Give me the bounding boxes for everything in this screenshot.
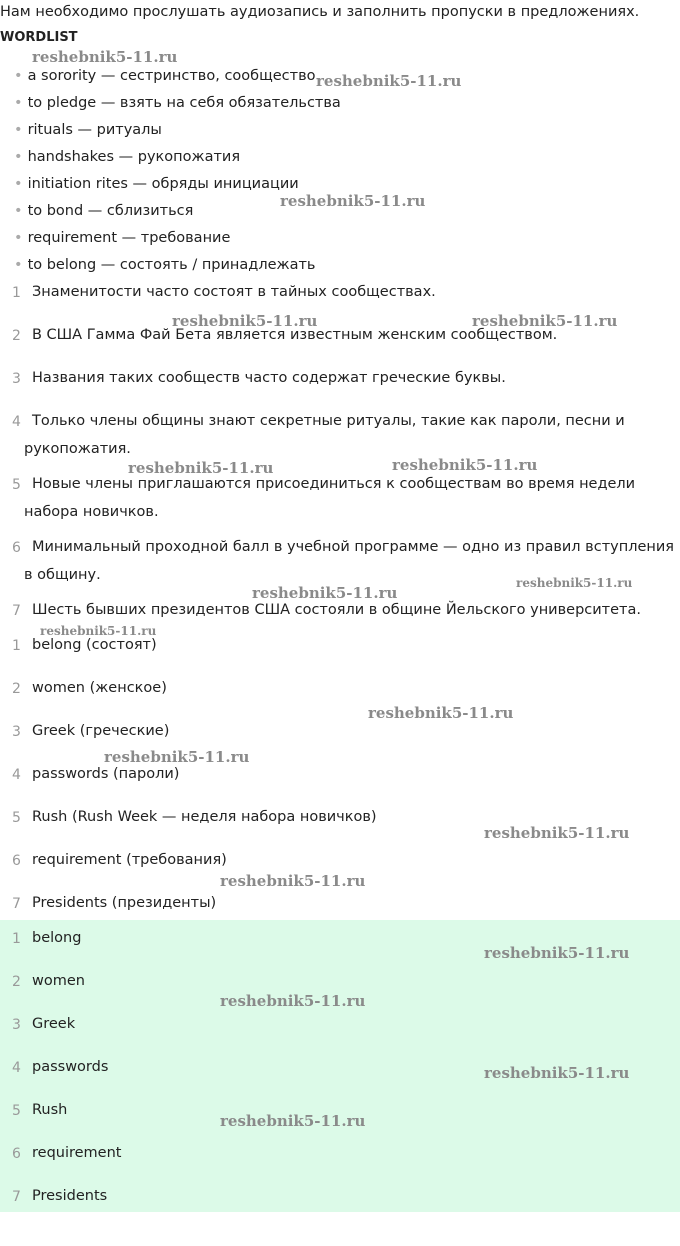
item-number: 6 (12, 1146, 21, 1162)
wordlist-item (14, 230, 230, 246)
bullet-dot: • (14, 176, 23, 192)
watermark: reshebnik5-11.ru (484, 824, 630, 842)
item-number: 1 (12, 931, 21, 947)
bullet-dot: • (14, 149, 23, 165)
sentence-text: Шесть бывших президентов США состояли в общине Йельского университета. (32, 602, 641, 618)
item-number: 2 (12, 974, 21, 990)
wordlist-item (14, 68, 316, 84)
item-number: 6 (12, 540, 21, 556)
wordlist-item-text: rituals — ритуалы (27, 122, 162, 138)
sentence-text: Названия таких сообществ часто содержат греческие буквы. (32, 370, 506, 386)
answer-text: Presidents (32, 1188, 108, 1204)
wordlist-item-text: to belong — состоять / принадлежать (27, 257, 316, 273)
watermark: reshebnik5-11.ru (128, 459, 274, 477)
bullet-dot: • (14, 95, 23, 111)
item-number: 5 (12, 477, 21, 493)
item-number: 3 (12, 371, 21, 387)
item-number: 1 (12, 285, 21, 301)
wordlist-item (14, 122, 162, 138)
answer-text: passwords (32, 1059, 109, 1075)
sentence-text: Знаменитости часто состоят в тайных сообществах. (32, 284, 436, 300)
answer-text: Rush (32, 1102, 68, 1118)
watermark: reshebnik5-11.ru (220, 1112, 366, 1130)
wordlist-item (14, 257, 315, 273)
item-number: 2 (12, 681, 21, 697)
item-number: 3 (12, 1017, 21, 1033)
watermark: reshebnik5-11.ru (104, 748, 250, 766)
item-number: 5 (12, 1103, 21, 1119)
watermark: reshebnik5-11.ru (220, 992, 366, 1010)
translation-text: Rush (Rush Week — неделя набора новичков) (32, 809, 377, 825)
sentence-text: набора новичков. (24, 504, 159, 520)
translation-text: Presidents (президенты) (32, 895, 217, 911)
wordlist-item (14, 149, 240, 165)
item-number: 4 (12, 767, 21, 783)
watermark: reshebnik5-11.ru (516, 576, 633, 590)
wordlist-title: WORDLIST (0, 30, 78, 45)
watermark: reshebnik5-11.ru (472, 312, 618, 330)
watermark: reshebnik5-11.ru (220, 872, 366, 890)
item-number: 4 (12, 414, 21, 430)
item-number: 1 (12, 638, 21, 654)
answer-block (0, 920, 680, 1212)
sentence-text: в общину. (24, 567, 101, 583)
wordlist-item-text: a sorority — сестринство, сообщество (27, 68, 316, 84)
translation-text: passwords (пароли) (32, 766, 180, 782)
watermark: reshebnik5-11.ru (484, 1064, 630, 1082)
watermark: reshebnik5-11.ru (252, 584, 398, 602)
watermark: reshebnik5-11.ru (172, 312, 318, 330)
bullet-dot: • (14, 230, 23, 246)
watermark: reshebnik5-11.ru (32, 48, 178, 66)
wordlist-item-text: to pledge — взять на себя обязательства (27, 95, 341, 111)
bullet-dot: • (14, 122, 23, 138)
wordlist-item (14, 95, 341, 111)
watermark: reshebnik5-11.ru (316, 72, 462, 90)
item-number: 7 (12, 603, 21, 619)
wordlist-item (14, 203, 193, 219)
item-number: 2 (12, 328, 21, 344)
watermark: reshebnik5-11.ru (40, 624, 157, 638)
wordlist-item-text: requirement — требование (27, 230, 231, 246)
bullet-dot: • (14, 203, 23, 219)
item-number: 6 (12, 853, 21, 869)
sentence-text: рукопожатия. (24, 441, 131, 457)
translation-text: women (женское) (32, 680, 167, 696)
translation-text: requirement (требования) (32, 852, 227, 868)
bullet-dot: • (14, 68, 23, 84)
watermark: reshebnik5-11.ru (484, 944, 630, 962)
item-number: 5 (12, 810, 21, 826)
item-number: 7 (12, 1189, 21, 1205)
wordlist-item-text: initiation rites — обряды инициации (27, 176, 299, 192)
wordlist-item-text: handshakes — рукопожатия (27, 149, 241, 165)
answer-text: requirement (32, 1145, 122, 1161)
item-number: 4 (12, 1060, 21, 1076)
item-number: 3 (12, 724, 21, 740)
answer-text: belong (32, 930, 82, 946)
wordlist-item (14, 176, 299, 192)
item-number: 7 (12, 896, 21, 912)
wordlist-item-text: to bond — сблизиться (27, 203, 194, 219)
answer-text: Greek (32, 1016, 76, 1032)
answer-text: women (32, 973, 85, 989)
watermark: reshebnik5-11.ru (368, 704, 514, 722)
sentence-text: В США Гамма Фай Бета является известным женским сообществом. (32, 327, 558, 343)
sentence-text: Минимальный проходной балл в учебной программе — одно из правил вступления (32, 539, 675, 555)
intro-text: Нам необходимо прослушать аудиозапись и заполнить пропуски в предложениях. (0, 4, 640, 20)
translation-text: Greek (греческие) (32, 723, 170, 739)
bullet-dot: • (14, 257, 23, 273)
sentence-text: Новые члены приглашаются присоединиться к сообществам во время недели (32, 476, 636, 492)
translation-text: belong (состоят) (32, 637, 157, 653)
sentence-text: Только члены общины знают секретные ритуалы, такие как пароли, песни и (32, 413, 625, 429)
watermark: reshebnik5-11.ru (392, 456, 538, 474)
watermark: reshebnik5-11.ru (280, 192, 426, 210)
